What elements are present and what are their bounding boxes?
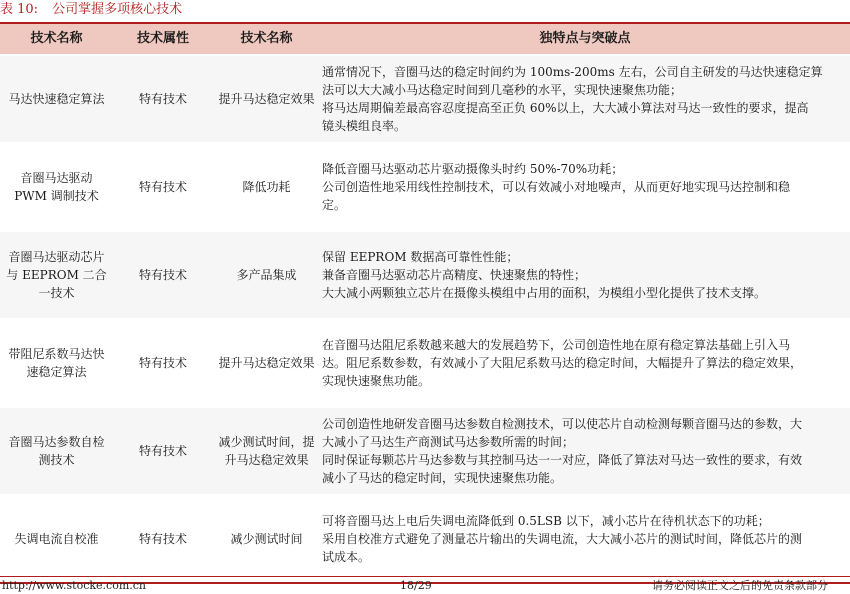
feature-line: 降低音圈马达驱动芯片驱动摄像头时约 50%-70%功耗；: [322, 162, 624, 176]
feature-line: 镜头模组良率。: [322, 119, 407, 133]
header-tech-attribute: 技术属性: [136, 31, 189, 46]
features-cell: [320, 408, 850, 494]
table-header-row: [0, 24, 850, 54]
header-features: 独特点与突破点: [539, 31, 631, 46]
feature-line: 采用自校准方式避免了测量芯片输出的失调电流，大大减小芯片的测试时间，降低芯片的测: [322, 532, 803, 546]
feature-line: 实现快速聚焦功能。: [322, 374, 431, 388]
feature-line: 通常情况下，音圈马达的稳定时间约为 100ms-200ms 左右，公司自主研发的马达快速稳定算: [322, 65, 823, 79]
feature-line: 大大减小两颗独立芯片在摄像头模组中占用的面积，为模组小型化提供了技术支撑。: [322, 286, 767, 300]
features-cell: [320, 232, 850, 318]
table-title: 公司掌握多项核心技术: [52, 2, 183, 17]
tech-attribute-cell: 特有技术: [138, 532, 187, 546]
table-row: [0, 494, 850, 582]
tech-attribute-cell: 特有技术: [138, 444, 187, 458]
feature-line: 在音圈马达阻尼系数越来越大的发展趋势下，公司创造性地在原有稳定算法基础上引入马: [322, 338, 791, 352]
table-row: [0, 230, 850, 318]
feature-line: 兼备音圈马达驱动芯片高精度、快速聚焦的特性；: [322, 268, 587, 282]
tech-category-cell: 减少测试时间，提升马达稳定效果: [218, 435, 315, 467]
tech-category-cell: 降低功耗: [242, 180, 291, 194]
feature-line: 减小了马达的稳定时间，实现快速聚焦功能。: [322, 471, 563, 485]
tech-name-cell: 失调电流自校准: [14, 532, 99, 546]
tech-name-cell: 音圈马达驱动芯片与 EEPROM 二合一技术: [6, 250, 107, 300]
features-cell: [320, 320, 850, 406]
table-row: [0, 54, 850, 142]
tech-name-cell: 音圈马达参数自检测技术: [8, 435, 105, 467]
footer-url-link[interactable]: http://www.stocke.com.cn: [2, 579, 146, 592]
disclaimer-text: 请务必阅读正文之后的免责条款部分: [652, 579, 828, 592]
table-row: [0, 318, 850, 406]
feature-line: 将马达周期偏差最高容忍度提高至正负 60%以上，大大减小算法对马达一致性的要求，提高: [322, 101, 809, 115]
feature-line: 大减小了马达生产商测试马达参数所需的时间；: [322, 435, 575, 449]
tech-category-cell: 提升马达稳定效果: [218, 356, 315, 370]
tech-attribute-cell: 特有技术: [138, 92, 187, 106]
table-row: [0, 142, 850, 230]
tech-category-cell: 多产品集成: [236, 268, 297, 282]
tech-name-cell: 带阻尼系数马达快速稳定算法: [8, 347, 105, 379]
table-row: [0, 406, 850, 494]
page-footer: [0, 576, 850, 594]
feature-line: 法可以大大减小马达稳定时间到几毫秒的水平，实现快速聚焦功能；: [322, 83, 683, 97]
tech-category-cell: 提升马达稳定效果: [218, 92, 315, 106]
feature-line: 保留 EEPROM 数据高可靠性性能；: [322, 250, 519, 264]
table-caption: [0, 0, 850, 22]
feature-line: 可将音圈马达上电后失调电流降低到 0.5LSB 以下，减小芯片在待机状态下的功耗；: [322, 514, 770, 528]
feature-line: 定。: [322, 198, 347, 212]
feature-line: 公司创造性地采用线性控制技术，可以有效减小对地噪声，从而更好地实现马达控制和稳: [322, 180, 791, 194]
feature-line: 达。阻尼系数参数，有效减小了大阻尼系数马达的稳定时间，大幅提升了算法的稳定效果，: [322, 356, 803, 370]
tech-attribute-cell: 特有技术: [138, 180, 187, 194]
tech-attribute-cell: 特有技术: [138, 356, 187, 370]
tech-category-cell: 减少测试时间: [230, 532, 303, 546]
core-technology-table: [0, 22, 850, 584]
feature-line: 试成本。: [322, 550, 371, 564]
tech-attribute-cell: 特有技术: [138, 268, 187, 282]
features-cell: [320, 144, 850, 230]
tech-name-cell: 音圈马达驱动 PWM 调制技术: [14, 171, 99, 203]
tech-name-cell: 马达快速稳定算法: [8, 92, 105, 106]
header-tech-category: 技术名称: [240, 31, 293, 46]
feature-line: 公司创造性地研发音圈马达参数自检测技术，可以使芯片自动检测每颗音圈马达的参数，大: [322, 417, 803, 431]
page-number: 18/29: [400, 579, 432, 592]
features-cell: [320, 56, 850, 142]
table-number: 表 10:: [0, 2, 39, 17]
features-cell: [320, 496, 850, 582]
feature-line: 同时保证每颗芯片马达参数与其控制马达一一对应，降低了算法对马达一致性的要求，有效: [322, 453, 803, 467]
header-tech-name: 技术名称: [30, 31, 83, 46]
